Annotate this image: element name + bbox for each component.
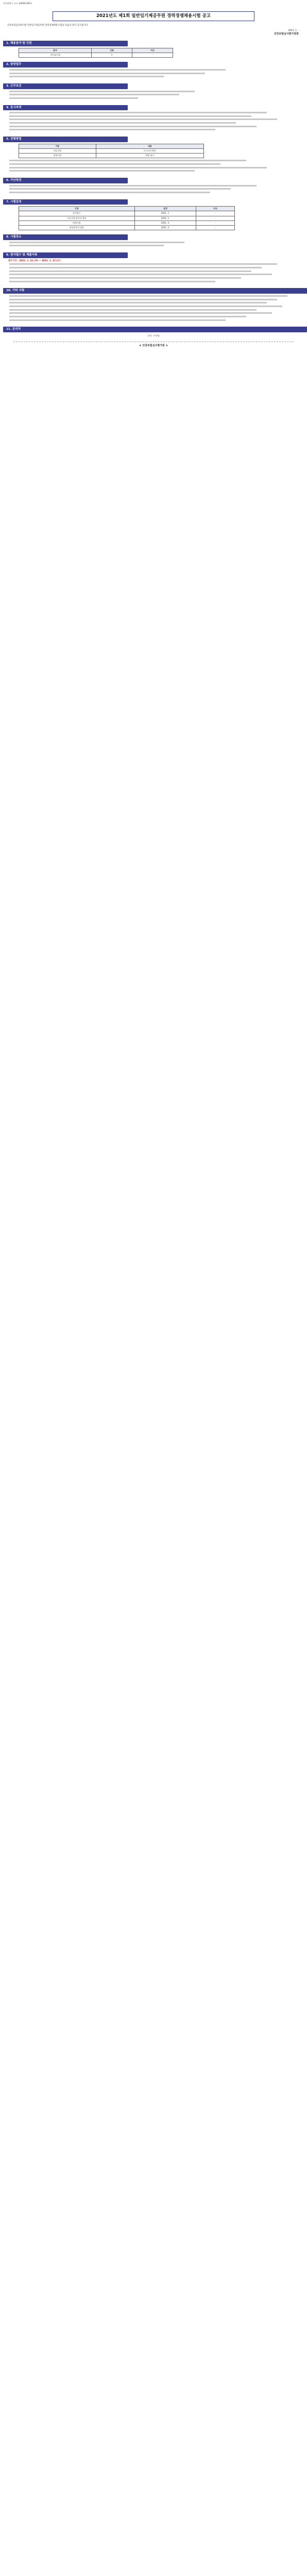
table-cell: -	[196, 211, 235, 216]
table-row	[19, 225, 235, 230]
issuer-date: 2021. 1. .	[288, 29, 299, 32]
table-cell: 2021. 1.	[134, 216, 196, 221]
contact-text: 문의 : 인사팀	[147, 334, 160, 337]
footer: ★ 건강보험심사평가원 ★	[13, 342, 294, 350]
filler-lines	[8, 91, 299, 101]
table-cell: -	[196, 221, 235, 225]
filler-lines	[8, 242, 299, 248]
table-cell: 면접시험	[19, 154, 96, 158]
section-4-heading: 4. 응시자격	[3, 105, 128, 111]
filler-lines	[8, 69, 299, 79]
filler-lines	[8, 160, 299, 174]
table-1-header: 비고	[132, 48, 173, 53]
table-row	[19, 154, 204, 158]
notice-page	[0, 0, 307, 355]
section-11-heading: 11. 문의처	[3, 327, 307, 332]
table-row	[19, 211, 235, 216]
table-3-header: 일정	[134, 207, 196, 211]
table-3	[19, 206, 288, 230]
table-cell: 응시자격 확인	[96, 148, 203, 153]
table-1-header: 인원	[92, 48, 132, 53]
section-7-heading: 7. 시험일정	[3, 199, 128, 205]
table-cell: 전문임기제	[19, 53, 92, 58]
table-row	[19, 221, 235, 225]
table-cell: 면접시험	[19, 221, 135, 225]
table-1-header: 분야	[19, 48, 92, 53]
section-3-heading: 3. 근무조건	[3, 83, 128, 89]
section-5-heading: 5. 전형방법	[3, 137, 128, 142]
submit-period: 접수기간 : 2021. 1. 21.(목) ~ 2021. 1. 27.(수)	[8, 259, 61, 262]
table-row	[19, 53, 173, 58]
table-row	[19, 148, 204, 153]
table-2-header: 내용	[96, 144, 203, 148]
section-1-heading: 1. 채용분야 및 인원	[3, 41, 128, 46]
filler-lines	[8, 185, 299, 195]
section-6-heading: 6. 가산특전	[3, 178, 128, 183]
filler-lines	[8, 263, 299, 284]
filler-lines	[8, 295, 299, 323]
table-cell: 1	[92, 53, 132, 58]
table-cell: 최종합격자 발표	[19, 225, 135, 230]
table-1	[19, 48, 288, 58]
table-cell: 서류전형	[19, 148, 96, 153]
section-8-heading: 8. 시험장소	[3, 234, 128, 240]
issuer-name: 건강보험심사평가원장	[274, 32, 299, 36]
table-2	[19, 144, 288, 159]
table-3-header: 구분	[19, 207, 135, 211]
section-2-heading: 2. 담당업무	[3, 62, 128, 67]
table-cell: 2021. 2.	[134, 221, 196, 225]
table-cell: 2021. 2.	[134, 225, 196, 230]
intro-text: 건강보험심사평가원 일반임기제공무원 경력경쟁채용시험을 다음과 같이 공고합니다.	[7, 24, 89, 27]
issuer-block	[3, 29, 299, 37]
table-cell: -	[132, 53, 173, 58]
filler-lines	[8, 112, 299, 132]
section-10-heading: 10. 기타 사항	[3, 288, 307, 294]
notice-title: 2021년도 제1회 일반임기제공무원 경력경쟁채용시험 공고	[53, 11, 254, 21]
table-cell: 역량 평가	[96, 154, 203, 158]
table-cell: 서류전형 합격자 발표	[19, 216, 135, 221]
table-cell: 2021. 1.	[134, 211, 196, 216]
table-cell: -	[196, 216, 235, 221]
section-9-heading: 9. 원서접수 및 제출서류	[3, 252, 128, 258]
header-line: 부산광역시 고시 제0000-000호	[3, 2, 32, 5]
table-row	[19, 216, 235, 221]
table-2-header: 구분	[19, 144, 96, 148]
table-cell: 원서접수	[19, 211, 135, 216]
table-cell: -	[196, 225, 235, 230]
table-3-header: 비고	[196, 207, 235, 211]
